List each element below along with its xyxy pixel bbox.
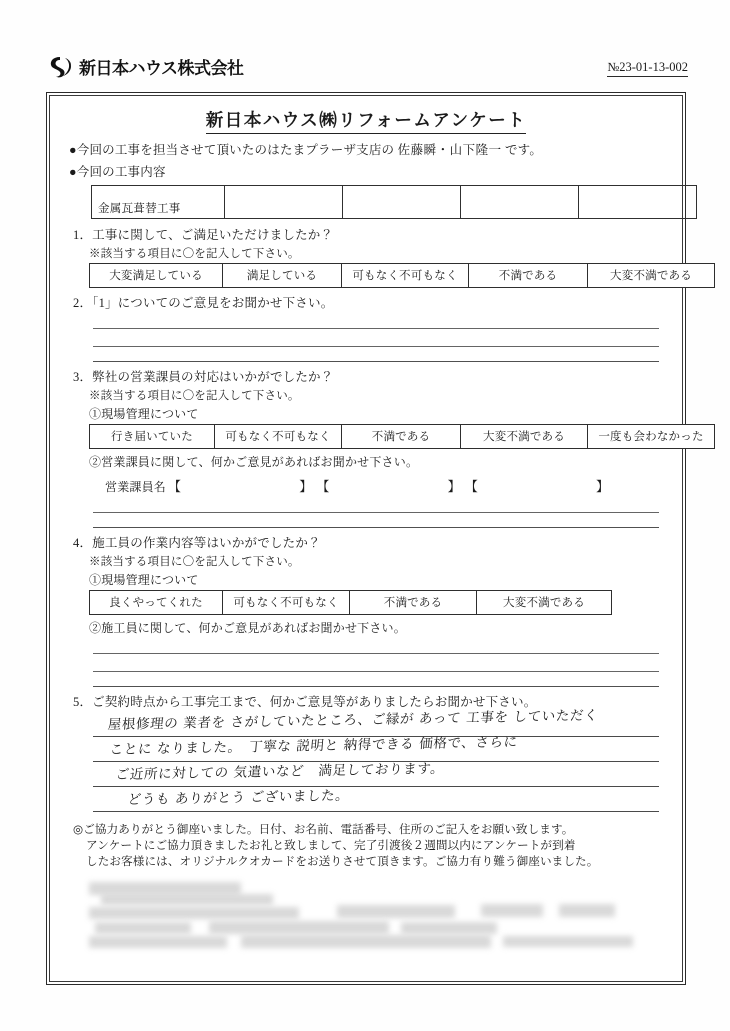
q3-option-1[interactable]: 行き届いていた — [90, 425, 215, 448]
handwriting-text-2: ことに なりました。 丁寧な 説明と 納得できる 価格で、さらに — [109, 733, 519, 758]
company-name: 新日本ハウス株式会社 — [79, 59, 244, 79]
q4-option-2[interactable]: 可もなく不可もなく — [223, 591, 350, 614]
section-divider — [93, 361, 659, 362]
answer-line[interactable] — [93, 346, 659, 347]
question-2-text: 「1」についてのご意見をお聞かせ下さい。 — [92, 295, 334, 310]
section-divider — [93, 686, 659, 687]
q1-option-4[interactable]: 不満である — [469, 264, 588, 287]
question-5-number: 5． — [73, 694, 93, 709]
question-4-text: 施工員の作業内容等はいかがでしたか？ — [92, 535, 321, 550]
handwriting-line — [93, 762, 659, 787]
section-divider — [93, 527, 659, 528]
question-4-answer-area — [93, 653, 663, 672]
question-3-sub2-label: ②営業課員に関して、何かご意見があればお聞かせ下さい。 — [89, 454, 419, 469]
question-4-sub1-label: ①現場管理について — [89, 572, 199, 587]
handwriting-line — [93, 787, 659, 812]
question-1 — [73, 225, 663, 243]
question-5-text: ご契約時点から工事完工まで、何かご意見等がありましたらお聞かせ下さい。 — [92, 694, 537, 709]
question-4-options — [89, 590, 612, 615]
intro-prefix: ●今回の工事を担当させて頂いたのはたまプラーザ支店の — [69, 143, 395, 157]
q1-option-2[interactable]: 満足している — [223, 264, 342, 287]
footer-note-line-2: アンケートにご協力頂きましたお礼と致しまして、完了引渡後２週間以内にアンケートが到着 — [86, 838, 576, 852]
page-title-text: 新日本ハウス㈱リフォームアンケート — [206, 111, 527, 134]
question-5-handwritten-answer[interactable] — [93, 707, 659, 812]
document-number: №23-01-13-002 — [607, 60, 688, 77]
q4-option-3[interactable]: 不満である — [350, 591, 477, 614]
sales-staff-name-row — [105, 476, 663, 495]
question-3-note: ※該当する項目に〇を記入して下さい。 — [89, 389, 300, 402]
question-3-sub1-label: ①現場管理について — [89, 406, 199, 421]
question-4-note: ※該当する項目に〇を記入して下さい。 — [89, 555, 300, 568]
work-content-table — [91, 185, 697, 219]
question-3-text: 弊社の営業課員の対応はいかがでしたか？ — [92, 369, 334, 384]
staff-names: 佐藤瞬・山下隆一 — [397, 143, 502, 157]
question-4-number: 4． — [73, 535, 93, 550]
question-3-answer-area — [93, 512, 663, 513]
footer-note-line-3: したお客様には、オリジナルクオカードをお送りさせて頂きます。ご協力有り難う御座いました。 — [86, 855, 599, 869]
sales-staff-name-field-1[interactable]: 【 】 — [168, 478, 313, 494]
question-1-options — [89, 263, 715, 288]
q4-option-1[interactable]: 良くやってくれた — [90, 591, 223, 614]
q3-option-3[interactable]: 不満である — [342, 425, 461, 448]
q3-option-5[interactable]: 一度も会わなかった — [598, 430, 704, 443]
question-3-options — [89, 424, 715, 449]
masthead — [48, 54, 688, 90]
sales-staff-name-field-3[interactable]: 【 】 — [464, 478, 610, 494]
question-3 — [73, 367, 663, 385]
question-1-text: 工事に関して、ご満足いただけましたか？ — [92, 227, 334, 242]
q3-option-4[interactable]: 大変不満である — [461, 425, 588, 448]
work-content-cell-1[interactable]: 金属瓦葺替工事 — [92, 185, 225, 218]
answer-line[interactable] — [93, 328, 659, 329]
q3-option-2[interactable]: 可もなく不可もなく — [215, 425, 342, 448]
question-2-number: 2． — [73, 295, 93, 310]
answer-line[interactable] — [93, 653, 659, 654]
handwriting-text-3: ご近所に対しての 気遣いなど 満足しております。 — [115, 760, 446, 783]
page-title — [69, 107, 663, 132]
answer-line[interactable] — [93, 512, 659, 513]
sales-staff-name-label: 営業課員名 — [105, 479, 167, 494]
question-4 — [73, 533, 663, 551]
footer-note-line-1: ◎ご協力ありがとう御座いました。日付、お名前、電話番号、住所のご記入をお願い致します。 — [73, 822, 574, 836]
survey-form-frame — [46, 92, 704, 985]
question-1-number: 1． — [73, 227, 93, 242]
table-row — [92, 185, 697, 218]
question-3-number: 3． — [73, 369, 93, 384]
handwriting-text-1: 屋根修理の 業者を さがしていたところ、ご縁が あって 工事を していただく — [107, 707, 599, 733]
sales-staff-name-field-2[interactable]: 【 】 — [316, 478, 461, 494]
answer-line[interactable] — [93, 671, 659, 672]
question-1-note: ※該当する項目に〇を記入して下さい。 — [89, 247, 300, 260]
work-content-cell-4[interactable] — [461, 185, 579, 218]
redacted-personal-information — [89, 880, 669, 952]
handwriting-text-4: どうも ありがとう ございました。 — [127, 787, 351, 808]
question-2-answer-area — [93, 328, 663, 347]
question-4-sub2-label: ②施工員に関して、何かご意見があればお聞かせ下さい。 — [89, 620, 406, 635]
work-content-cell-3[interactable] — [343, 185, 461, 218]
swirl-logo-icon — [48, 55, 74, 79]
footer-note — [73, 822, 663, 871]
work-content-label: ●今回の工事内容 — [69, 164, 166, 179]
q1-option-5[interactable]: 大変不満である — [610, 269, 692, 282]
intro-suffix: です。 — [504, 143, 543, 157]
q1-option-1[interactable]: 大変満足している — [90, 264, 223, 287]
q1-option-3[interactable]: 可もなく不可もなく — [342, 264, 469, 287]
company-branding — [48, 54, 244, 79]
question-2 — [73, 293, 663, 311]
intro-line — [69, 141, 663, 160]
q4-option-4[interactable]: 大変不満である — [503, 596, 585, 609]
work-content-cell-5[interactable] — [579, 185, 697, 218]
work-content-cell-2[interactable] — [225, 185, 343, 218]
